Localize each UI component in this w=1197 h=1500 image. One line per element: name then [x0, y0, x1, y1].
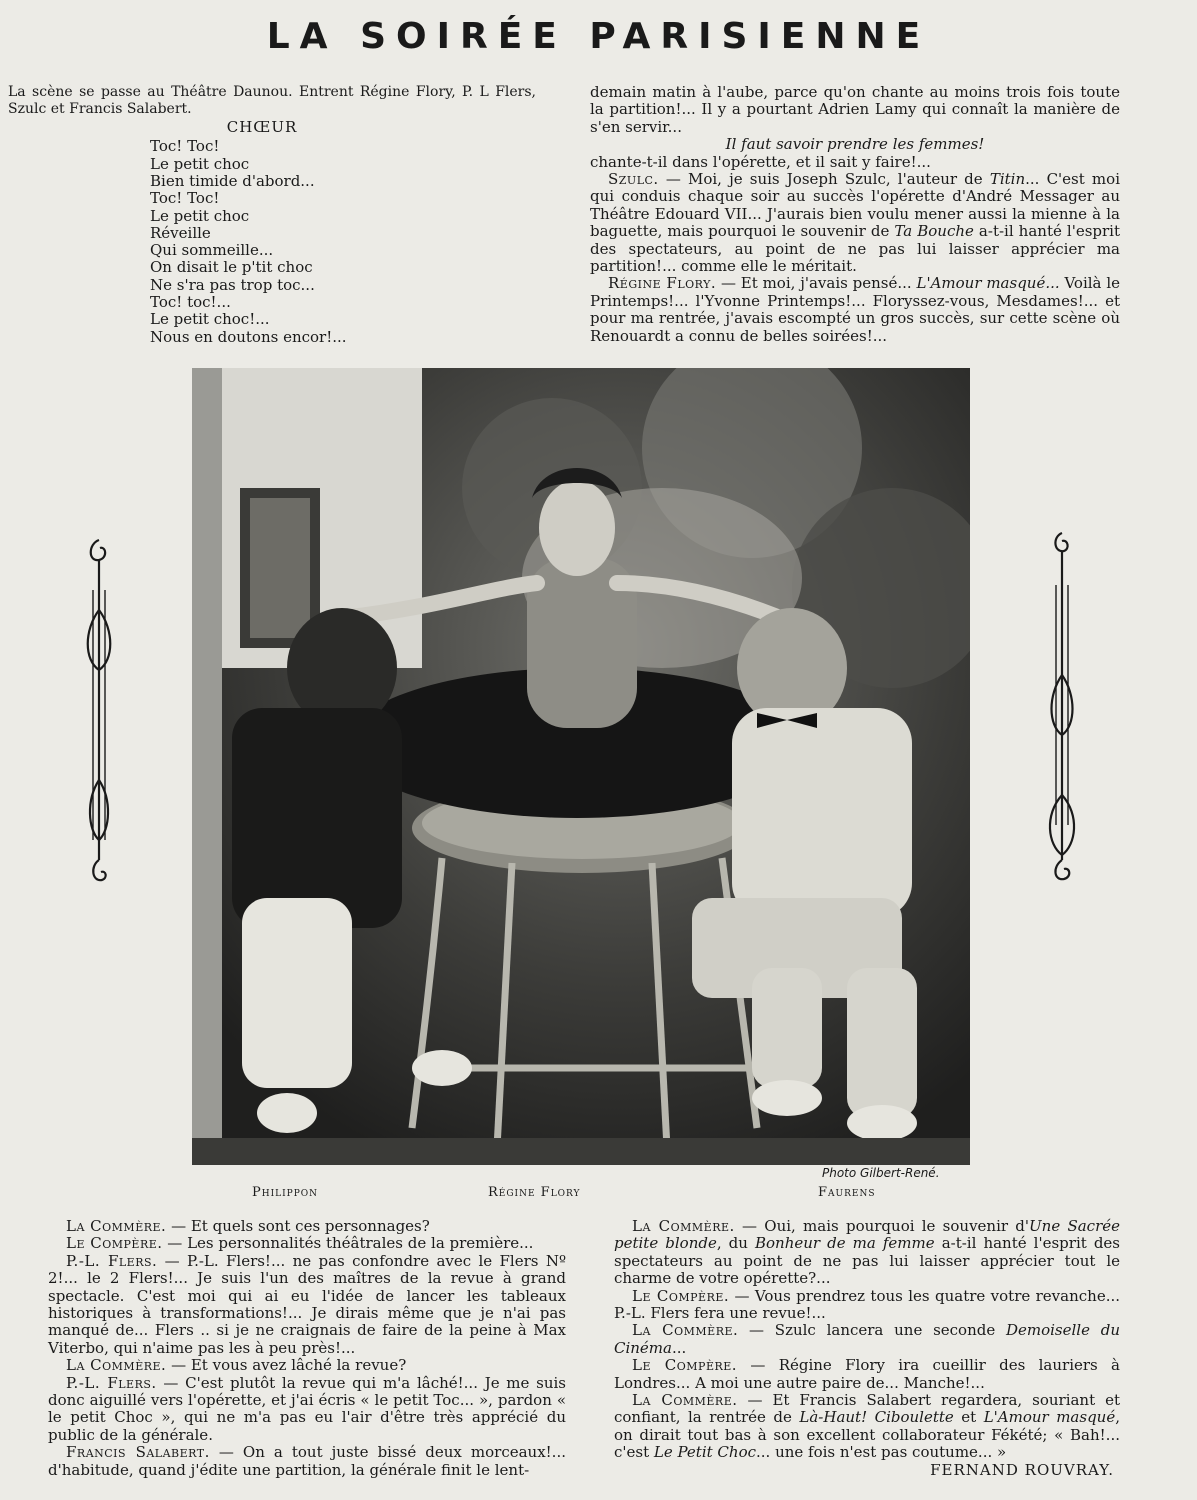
top-left-column: [8, 84, 536, 346]
dialogue-line: [614, 1288, 1120, 1323]
work-title: Le Petit Choc: [653, 1443, 756, 1462]
left-ornament: [82, 530, 116, 890]
dialogue-line: [48, 1218, 566, 1235]
chorus-line: Toc! toc!...: [150, 293, 231, 312]
work-title: Demoiselle du Cinéma: [614, 1321, 1120, 1357]
chorus-line: Le petit choc: [150, 154, 250, 173]
speaker-name: Le Compère.: [632, 1356, 738, 1375]
dialogue-line: [614, 1392, 1120, 1462]
dialogue-line: [614, 1357, 1120, 1392]
speech-text: — Les personnalités théâtrales de la première...: [162, 1234, 534, 1253]
speaker-name: P.-L. Flers.: [66, 1251, 158, 1270]
speaker-name: La Commère.: [66, 1356, 167, 1375]
work-title: Titin: [989, 170, 1026, 189]
chorus-line: Le petit choc: [150, 206, 250, 225]
photo-image: [192, 368, 970, 1165]
speech-text: — Et quels sont ces personnages?: [166, 1217, 430, 1235]
speaker-name: P.-L. Flers.: [66, 1373, 157, 1392]
speech-text: — Oui, mais pourquoi le souvenir d': [734, 1217, 1030, 1235]
speech-text: ...: [671, 1338, 687, 1357]
chorus-line: On disait le p'tit choc: [150, 258, 313, 277]
speech-text: a-t-il hanté l'esprit des spectateurs au point de ne pas lui laisser apprécier tout le charme de votre opérette?...: [614, 1234, 1120, 1288]
dialogue-line: [48, 1444, 566, 1479]
chorus-line: Ne s'ra pas trop toc...: [150, 275, 315, 294]
work-title: Bonheur de ma femme: [754, 1234, 935, 1253]
speech-text: — On a tout juste bissé deux morceaux!... d'habitude, quand j'édite une partition, la générale finit le lent-: [48, 1443, 566, 1479]
dialogue-line: [48, 1253, 566, 1357]
chorus-line: Nous en doutons encor!...: [150, 327, 347, 346]
speech-text: — Et moi, j'avais pensé...: [716, 274, 917, 293]
bottom-right-column: [614, 1218, 1120, 1479]
chorus-heading: CHŒUR: [226, 118, 298, 136]
speaker-name: Régine Flory.: [608, 274, 717, 293]
speaker-name: Francis Salabert.: [66, 1443, 210, 1462]
chorus-line: Toc! Toc!: [150, 137, 220, 156]
speech-text: Voilà le Printemps!... l'Yvonne Printemps!... Floryssez-vous, Mesdames!... et pour ma rentrée, j'avais escompté un gros succès, sur cette scène où Renouardt a connu de belles soirées!...: [590, 274, 1120, 345]
szulc-speech: [590, 171, 1120, 275]
work-title: Là-Haut! Ciboulette: [799, 1408, 954, 1427]
flory-speech: [590, 275, 1120, 345]
quoted-line: Il faut savoir prendre les femmes!: [725, 135, 985, 154]
speech-text: — P.-L. Flers!... ne pas confondre avec le Flers Nº 2!... le 2 Flers!... Je suis l'un des maîtres de la revue à grand spectacle. C'est moi qui ai eu l'idée de lancer les tableaux historiques à transformations!... Je dirais même que je n'ai pas manqué de... Flers .. si je ne craignais de faire de la peine à Max Viterbo, qui n'aime pas les à peu près!...: [48, 1251, 566, 1357]
work-title: Ta Bouche: [894, 222, 974, 241]
chorus-line: Toc! Toc!: [150, 189, 220, 208]
dialogue-line: [48, 1357, 566, 1374]
speaker-name: La Commère.: [632, 1217, 735, 1235]
caption-regine-flory: Régine Flory: [488, 1185, 581, 1200]
chorus-line: Qui sommeille...: [150, 241, 274, 260]
caption-faurens: Faurens: [818, 1185, 876, 1200]
chorus-line: Bien timide d'abord...: [150, 172, 315, 190]
speaker-name: La Commère.: [632, 1391, 738, 1410]
speech-text: — Szulc lancera une seconde: [738, 1321, 1006, 1340]
right-ornament: [1042, 525, 1082, 885]
stage-photograph: [192, 368, 970, 1165]
photo-credit: Photo Gilbert-René.: [822, 1166, 940, 1180]
work-title: L'Amour masqué: [983, 1408, 1116, 1427]
speech-text: a-t-il hanté l'esprit des spectateurs, au point de ne pas lui laisser apprécier ma partition!... comme elle le méritait.: [590, 222, 1120, 276]
speaker-name: La Commère.: [66, 1217, 167, 1235]
bottom-left-column: [48, 1218, 566, 1479]
intro-paragraph: La scène se passe au Théâtre Daunou. Entrent Régine Flory, P. L Flers, Szulc et Francis Salabert.: [8, 84, 536, 117]
speech-text: ... une fois n'est pas coutume... »: [756, 1443, 1007, 1462]
paragraph: chante-t-il dans l'opérette, et il sait y faire!...: [590, 152, 931, 171]
speech-text: — Et Francis Salabert regardera, souriant et confiant, la rentrée de: [614, 1391, 1120, 1427]
chorus-line: Réveille: [150, 223, 211, 242]
speech-text: — Vous prendrez tous les quatre votre revanche... P.-L. Flers fera une revue!...: [614, 1286, 1120, 1323]
dialogue-line: [48, 1375, 566, 1445]
chorus-line: Le petit choc!...: [150, 310, 270, 329]
paragraph: demain matin à l'aube, parce qu'on chante au moins trois fois toute la partition!... Il y a pourtant Adrien Lamy qui connaît la manière de s'en servir...: [590, 83, 1120, 136]
speaker-name: Le Compère.: [632, 1286, 730, 1305]
caption-philippon: Philippon: [252, 1185, 319, 1200]
dialogue-line: [48, 1235, 566, 1252]
speech-text: et: [953, 1408, 984, 1427]
work-title: Une Sacrée petite blonde: [614, 1217, 1120, 1253]
speech-text: , on dirait tout bas à son excellent collaborateur Fékété; « Bah!... c'est: [614, 1408, 1120, 1462]
chorus-lyrics: [150, 138, 536, 346]
author-signature: FERNAND ROUVRAY.: [930, 1460, 1114, 1479]
dialogue-line: [614, 1322, 1120, 1357]
page-title: LA SOIRÉE PARISIENNE: [266, 16, 931, 57]
speech-text: , du: [716, 1234, 755, 1253]
work-title: L'Amour masqué...: [916, 274, 1060, 293]
speech-text: ... C'est moi qui conduis chaque soir au succès l'opérette d'André Messager au Théâtre Edouard VII... J'aurais bien voulu mener aussi la mienne à la baguette, mais pourquoi le souvenir de: [590, 170, 1120, 241]
speech-text: — Régine Flory ira cueillir des lauriers à Londres... A moi une autre paire de... Manche!...: [614, 1356, 1121, 1392]
dialogue-line: [614, 1218, 1120, 1288]
speech-text: — C'est plutôt la revue qui m'a lâché!... Je me suis donc aiguillé vers l'opérette, et j'ai écris « le petit Toc... », pardon « le petit Choc », qui ne m'a pas eu l'air d'être très apprécié du public de la générale.: [48, 1373, 566, 1444]
top-right-column: [590, 84, 1120, 345]
speech-text: — Et vous avez lâché la revue?: [166, 1356, 407, 1375]
speaker-name: Szulc.: [608, 170, 659, 189]
speaker-name: La Commère.: [632, 1321, 739, 1340]
speaker-name: Le Compère.: [66, 1234, 163, 1253]
speech-text: — Moi, je suis Joseph Szulc, l'auteur de: [658, 170, 990, 189]
